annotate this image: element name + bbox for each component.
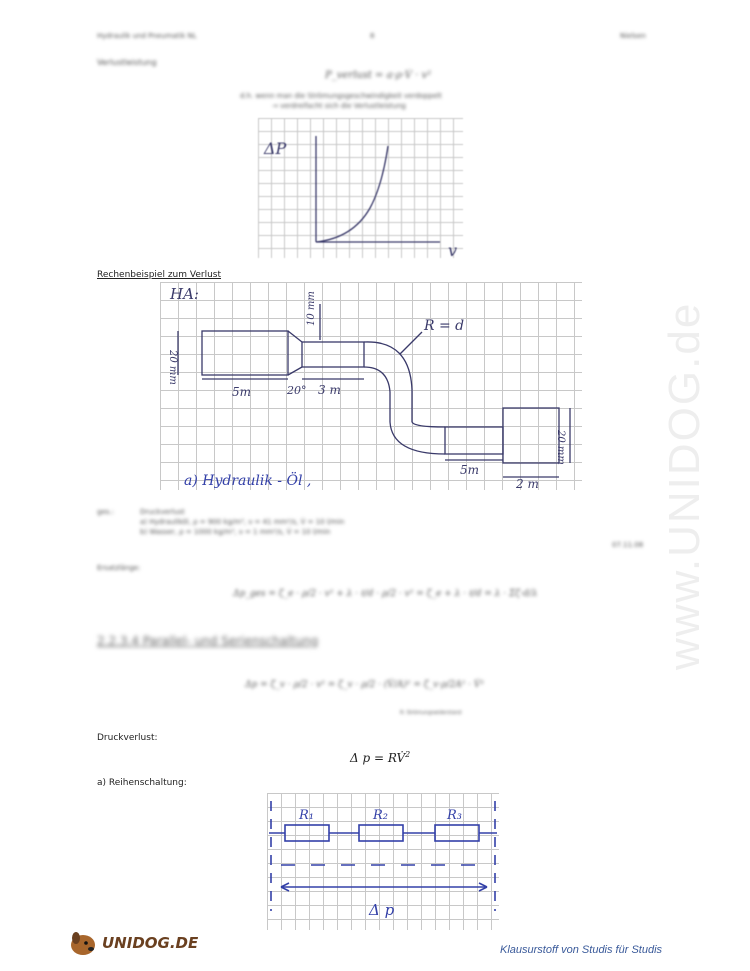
sketch-curve	[316, 146, 388, 242]
pipe-middle	[302, 342, 364, 367]
label-angle: 20°	[287, 384, 307, 397]
pressure-loss-label: Druckverlust:	[97, 733, 158, 743]
header-right: Nielsen	[620, 32, 646, 40]
pressure-loss-var: V̇	[396, 751, 406, 765]
dog-icon	[66, 928, 100, 958]
label-r2: R₂	[373, 808, 388, 823]
example-heading: Rechenbeispiel zum Verlust	[97, 270, 222, 280]
pressure-loss-formula	[350, 750, 410, 765]
label-5m-left: 5m	[232, 385, 252, 399]
resistor-r2	[359, 825, 403, 841]
approach-formula: Δp_ges = ζ_e · ρ/2 · v² + λ · ℓ/d · ρ/2 · v² = ζ_e + λ · ℓ/d = λ · Σζ·d/λ	[233, 589, 538, 599]
loss-power-note-1: d.h. wenn man die Strömungsgeschwindigkeit verdoppelt	[240, 92, 442, 100]
given-line-2: a) Hydrauliköl, ρ = 900 kg/m³, ν = 41 mm²/s, V̇ = 10 l/min	[140, 518, 345, 526]
label-2m: 2 m	[516, 477, 539, 490]
given-label: ges.:	[97, 508, 114, 516]
label-height-mid: 10 mm	[306, 291, 317, 326]
series-sketch-svg	[267, 793, 499, 930]
label-5m-right: 5m	[460, 463, 480, 477]
label-height-right: 20 mm	[555, 430, 566, 465]
label-r3: R₃	[447, 808, 462, 823]
date-stamp: 07.11.08	[612, 541, 644, 549]
label-height-left: 20 mm	[167, 350, 178, 385]
given-line-1: Druckverlust	[140, 508, 185, 516]
header-left: Hydraulik und Pneumatik NL	[97, 32, 197, 40]
sketch-note-a: a) Hydraulik - Öl ,	[184, 473, 312, 489]
approach-label: Ersatzlänge:	[97, 564, 141, 572]
series-label: a) Reihenschaltung:	[97, 778, 187, 788]
logo-text: UNIDOG.DE	[102, 934, 199, 952]
label-3m: 3 m	[318, 383, 341, 397]
label-delta-p: Δ p	[369, 901, 395, 919]
label-radius: R = d	[424, 318, 465, 334]
pressure-loss-r: R	[387, 751, 397, 765]
section-formula-note: R: Strömungswiderstand	[400, 710, 462, 716]
loss-curve-svg	[258, 118, 463, 258]
section-formula: Δp = ζ_v · ρ/2 · v² = ζ_v · ρ/2 · (V̇/A)² = ζ_v·ρ/2A² · V̇²	[245, 680, 484, 690]
loss-power-note-2: → verdreifacht sich die Verlustleistung	[272, 102, 406, 110]
loss-curve-sketch	[258, 118, 463, 258]
footer-tagline: Klausurstoff von Studis für Studis	[500, 944, 663, 956]
pipe-left	[202, 331, 288, 375]
resistor-r1	[285, 825, 329, 841]
resistor-r3	[435, 825, 479, 841]
unidog-logo	[66, 928, 199, 958]
loss-power-heading: Verlustleistung	[97, 58, 157, 67]
pressure-loss-exponent: 2	[405, 750, 411, 759]
pressure-loss-lhs: Δ p =	[350, 751, 385, 765]
pipe-right	[503, 408, 559, 463]
pipe-bend-lower	[390, 422, 445, 454]
pipe-reducer	[288, 331, 302, 375]
header-page-number: 8	[370, 32, 375, 40]
pipe-lower	[445, 427, 503, 454]
given-line-3: b) Wasser, ρ = 1000 kg/m³, ν = 1 mm²/s, V̇ = 10 l/min	[140, 528, 331, 536]
pipe-sketch-svg	[160, 282, 582, 490]
watermark: www.UNIDOG.de	[660, 301, 709, 670]
sketch-axis-y-label: ΔP	[264, 139, 287, 158]
section-heading: 2.2.3.4 Parallel- und Serienschaltung	[97, 634, 319, 648]
radius-pointer	[400, 332, 422, 354]
pipe-bend-upper	[364, 342, 412, 422]
label-r1: R₁	[299, 808, 314, 823]
sketch-axis-x-label: v	[448, 241, 458, 258]
series-sketch	[267, 793, 499, 930]
loss-power-formula: P_verlust = a·ρ·V̇ · v²	[325, 70, 432, 81]
pipe-sketch	[160, 282, 582, 490]
sketch-ha-label: HA:	[170, 285, 199, 303]
